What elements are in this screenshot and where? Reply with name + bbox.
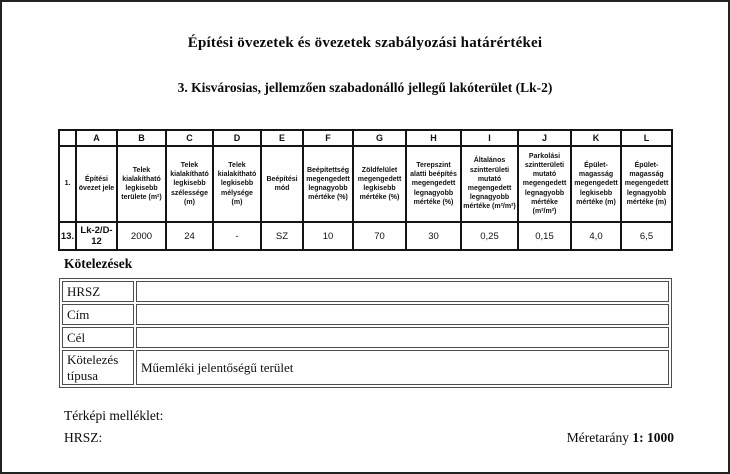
document-title: Építési övezetek és övezetek szabályozási határértékei [187, 35, 543, 51]
hrsz-label: HRSZ: [64, 430, 103, 445]
header-cell: Beépítettség megengedett legnagyobb mértéke (%) [303, 146, 353, 222]
value-cell: 2000 [117, 222, 166, 250]
value-cell: - [213, 222, 261, 250]
value-cell: 0,25 [461, 222, 518, 250]
zone-code-cell: Lk-2/D-12 [76, 222, 117, 250]
column-letter-cell: I [461, 130, 518, 146]
column-letter-cell: L [621, 130, 672, 146]
obligation-row [62, 327, 669, 348]
header-cell: Telek kialakítható legkisebb területe (m²) [117, 146, 166, 222]
column-letter-cell: A [76, 130, 117, 146]
column-letter-cell [59, 130, 76, 146]
zoning-limits-table [58, 129, 673, 251]
value-cell: 70 [353, 222, 406, 250]
obligation-label-cell: Cím [62, 304, 134, 325]
map-attachment-label: Térképi melléklet: [64, 408, 164, 423]
column-letter-cell: B [117, 130, 166, 146]
obligation-row [62, 304, 669, 325]
zone-values-row [59, 222, 672, 250]
value-cell: 6,5 [621, 222, 672, 250]
obligations-table [59, 278, 672, 388]
obligation-value-cell: Műemléki jelentőségű terület [136, 350, 669, 385]
column-letter-cell: F [303, 130, 353, 146]
document-subtitle: 3. Kisvárosias, jellemzően szabadonálló jellegű lakóterület (Lk-2) [177, 80, 553, 95]
column-letter-cell: G [353, 130, 406, 146]
column-letter-cell: C [166, 130, 213, 146]
scale-text [567, 430, 674, 446]
header-cell: Beépítési mód [261, 146, 303, 222]
column-letter-cell: D [213, 130, 261, 146]
obligation-label-cell: Kötelezés típusa [62, 350, 134, 385]
obligations-heading: Kötelezések [64, 256, 133, 271]
value-cell: 10 [303, 222, 353, 250]
obligation-row [62, 350, 669, 385]
scale-label: Méretarány [566, 430, 629, 445]
value-cell: 0,15 [518, 222, 571, 250]
footer-row [64, 430, 674, 446]
column-letter-cell: J [518, 130, 571, 146]
obligation-row [62, 281, 669, 302]
obligation-value-cell [136, 327, 669, 348]
value-cell: SZ [261, 222, 303, 250]
header-cell: Zöldfelület megengedett legkisebb mértéke (%) [353, 146, 406, 222]
obligation-label-cell: Cél [62, 327, 134, 348]
header-cell: Épület-magasság megengedett legnagyobb mértéke (m) [621, 146, 672, 222]
row-number-cell: 13. [59, 222, 76, 250]
column-letter-cell: E [261, 130, 303, 146]
column-letter-cell: K [571, 130, 621, 146]
column-letter-cell: H [406, 130, 461, 146]
obligation-value-cell [136, 304, 669, 325]
column-letter-row [59, 130, 672, 146]
header-description-row [59, 146, 672, 222]
row-number-cell: 1. [59, 146, 76, 222]
header-cell: Telek kialakítható legkisebb mélysége (m) [213, 146, 261, 222]
header-cell: Építési övezet jele [76, 146, 117, 222]
obligation-label-cell: HRSZ [62, 281, 134, 302]
scale-value: 1: 1000 [632, 430, 674, 445]
header-cell: Terepszint alatti beépítés megengedett legnagyobb mértéke (%) [406, 146, 461, 222]
header-cell: Parkolási szintterületi mutató megengedett legnagyobb mértéke (m²/m²) [518, 146, 571, 222]
header-cell: Épület-magasság megengedett legkisebb mértéke (m) [571, 146, 621, 222]
value-cell: 24 [166, 222, 213, 250]
header-cell: Általános szintterületi mutató megengedett legnagyobb mértéke (m²/m²) [461, 146, 518, 222]
header-cell: Telek kialakítható legkisebb szélessége (m) [166, 146, 213, 222]
value-cell: 30 [406, 222, 461, 250]
value-cell: 4,0 [571, 222, 621, 250]
obligation-value-cell [136, 281, 669, 302]
